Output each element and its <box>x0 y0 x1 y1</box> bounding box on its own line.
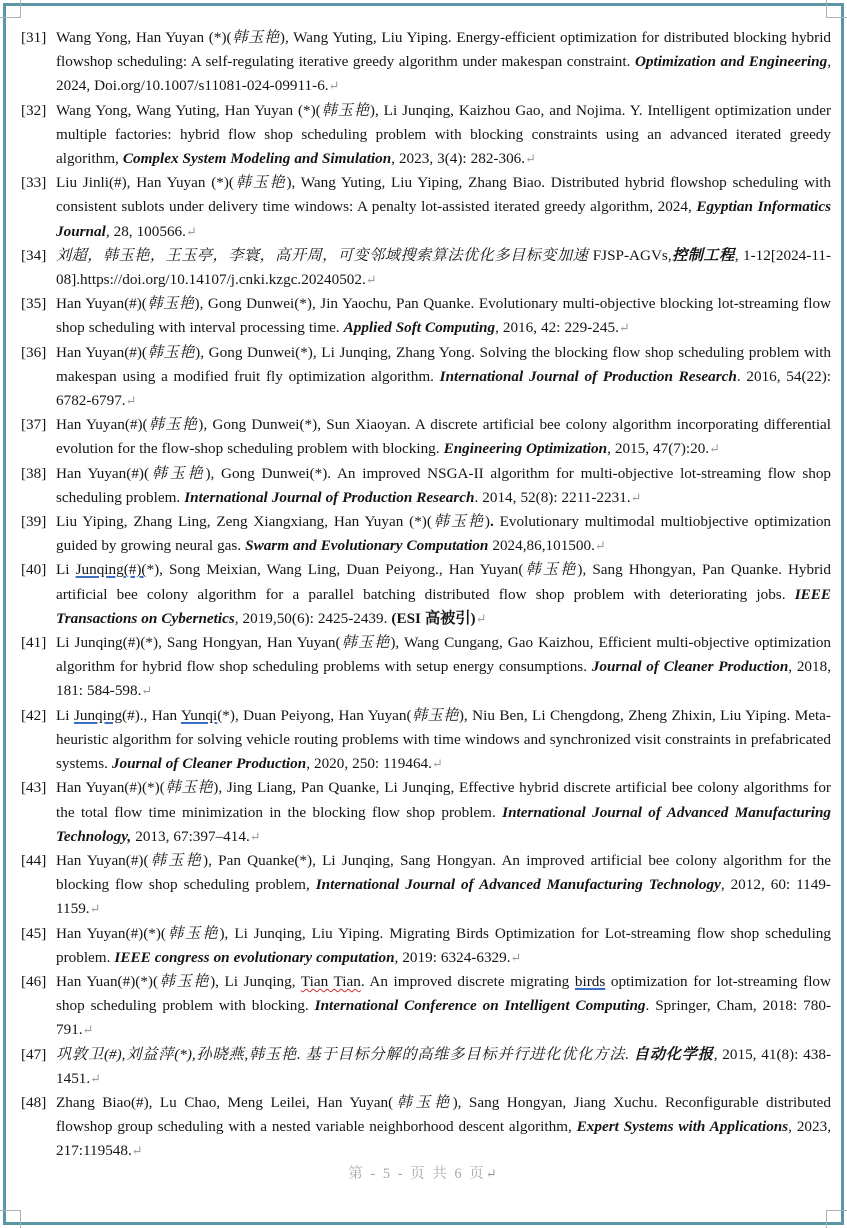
paragraph-mark-icon: ↵ <box>131 1143 143 1159</box>
reference-text-run: Journal of Cleaner Production <box>591 658 789 676</box>
margin-corner-mark-top-right <box>826 0 847 18</box>
reference-text-run: Complex System Modeling and Simulation <box>122 150 392 168</box>
reference-text-run: Swarm and Evolutionary Computation <box>245 537 489 555</box>
reference-item <box>21 99 831 172</box>
paragraph-mark-icon: ↵ <box>89 901 101 917</box>
reference-text-run: ) <box>484 513 490 531</box>
reference-text-run: 韩玉艳 <box>146 343 196 361</box>
reference-text-run: , 2020, 250: 119464. <box>306 755 432 773</box>
reference-text-run: 韩玉艳 <box>523 561 578 579</box>
reference-text-run: 2024,86,101500. <box>488 537 595 555</box>
reference-text-run: 韩玉艳 <box>148 851 204 869</box>
margin-corner-mark-bottom-left <box>0 1210 21 1228</box>
reference-item <box>21 171 831 244</box>
reference-number: [46] <box>21 972 47 990</box>
reference-text-run: birds <box>574 972 606 990</box>
reference-text-run: IEEE Transactions on Cybernetics <box>56 585 831 627</box>
reference-text-run: optimization for lot-streaming flow shop scheduling problem with blocking. <box>56 972 831 1015</box>
paragraph-mark-icon: ↵ <box>82 1022 94 1038</box>
reference-text-run: Han Yuyan(#)(*)( <box>56 924 166 942</box>
paragraph-mark-icon: ↵ <box>594 538 606 554</box>
reference-number: [42] <box>21 706 47 724</box>
reference-number: [33] <box>21 174 47 192</box>
reference-number: [41] <box>21 634 47 652</box>
reference-text-run: Expert Systems with Applications <box>576 1118 789 1136</box>
paragraph-mark-icon: ↵ <box>185 223 197 239</box>
reference-number: [36] <box>21 343 47 361</box>
reference-text-run: ), Niu Ben, Li Chengdong, Zheng Zhixin, Liu Yiping. Meta-heuristic algorithm for solving vehicle routing problems with time windows and synchronized visit constraints in prefabricated systems. <box>56 706 831 773</box>
paragraph-mark-icon: ↵ <box>525 151 536 167</box>
reference-text-run: 韩玉艳 <box>320 101 370 119</box>
reference-text-run: , 2023, 3(4): 282-306. <box>391 150 526 168</box>
reference-text-run: Tian Tian <box>300 972 361 990</box>
reference-text-run: , 2012, 60: 1149-1159. <box>56 876 831 918</box>
reference-text-run: International Journal of Production Research <box>439 367 737 385</box>
reference-item <box>21 462 831 510</box>
reference-text-run: , 1-12[2024-11-08].https://doi.org/10.14107/j.cnki.kzgc.20240502. <box>56 246 832 289</box>
reference-text-run: 韩玉艳 <box>340 634 391 652</box>
paragraph-mark-icon: ↵ <box>431 756 443 772</box>
reference-text-run: 韩玉艳 <box>158 972 211 990</box>
reference-text-run: Liu Jinli(#), Han Yuyan (*)( <box>56 174 234 192</box>
paragraph-mark-icon: ↵ <box>709 441 721 457</box>
reference-number: [34] <box>21 246 47 264</box>
reference-text-run: 控制工程 <box>671 246 735 264</box>
reference-text-run: FJSP-AGVs, <box>592 246 672 264</box>
paragraph-mark-icon: ↵ <box>365 272 377 288</box>
reference-text-run: ), Gong Dunwei(*), Sun Xiaoyan. A discrete artificial bee colony algorithm incorporating differential evolution for the flow-shop scheduling problem with blocking. <box>56 416 832 458</box>
reference-item <box>21 849 831 922</box>
reference-text-run: IEEE congress on evolutionary computation <box>114 948 395 966</box>
reference-text-run: Li Junqing(#)(*), Sang Hongyan, Han Yuyan( <box>56 634 341 652</box>
reference-text-run: , 28, 100566. <box>105 222 186 240</box>
reference-text-run: Optimization and Engineering <box>634 53 828 71</box>
reference-item <box>21 776 831 849</box>
reference-text-run: (ESI 高被引) <box>391 609 476 627</box>
reference-text-run: , 2023, 217:119548. <box>56 1118 831 1160</box>
paragraph-mark-icon: ↵ <box>475 610 487 626</box>
reference-item <box>21 1091 831 1164</box>
reference-text-run: 韩玉艳 <box>233 174 287 192</box>
reference-text-run: ), Wang Yuting, Liu Yiping. Energy-efficient optimization for distributed blocking hybrid flowshop scheduling: A self-regulating iterative greedy algorithm under makespan constraint. <box>56 29 832 71</box>
reference-text-run: ), Gong Dunwei(*), Li Junqing, Zhang Yong. Solving the blocking flow shop scheduling problem with makespan using a modified fruit fly optimization algorithm. <box>56 343 832 385</box>
reference-text-run: 自动化学报 <box>633 1045 714 1063</box>
paragraph-mark-icon: ↵ <box>125 393 137 409</box>
reference-text-run: . Springer, Cham, 2018: 780-791. <box>56 997 831 1039</box>
reference-item <box>21 341 831 414</box>
reference-text-run: ), Li Junqing, <box>210 972 301 990</box>
reference-text-run: Han Yuyan(#)( <box>56 295 147 313</box>
reference-text-run: ), Wang Yuting, Liu Yiping, Zhang Biao. Distributed hybrid flowshop scheduling with consistent sublots under delivery time windows: A penalty lot-assisted iterated greedy algorithm, 2024, <box>56 174 832 216</box>
paragraph-mark-icon: ↵ <box>510 949 522 965</box>
reference-text-run: Han Yuan(#)(*)( <box>56 972 159 990</box>
reference-text-run: 韩玉艳 <box>411 706 459 724</box>
reference-text-run: 巩敦卫(#),刘益萍(*),孙晓燕,韩玉艳. 基于目标分解的高维多目标并行进化优化方法. <box>56 1045 634 1063</box>
reference-text-run: , 2019,50(6): 2425-2439. <box>234 609 392 627</box>
margin-corner-mark-top-left <box>0 0 21 18</box>
reference-text-run: *), Song Meixian, Wang Ling, Duan Peiyong., Han Yuyan( <box>146 561 524 579</box>
reference-text-run: 韩玉艳 <box>231 29 280 46</box>
reference-text-run: Han Yuyan(#)( <box>56 464 150 482</box>
reference-text-run: Junqing <box>73 706 123 724</box>
reference-number: [38] <box>21 464 47 482</box>
reference-text-run: ), Pan Quanke(*), Li Junqing, Sang Hongyan. An improved artificial bee colony algorithm for the blocking flow shop scheduling problem, <box>56 851 831 894</box>
reference-number: [43] <box>21 779 47 797</box>
reference-text-run: , 2024, Doi.org/10.1007/s11081-024-09911-6. <box>56 53 831 95</box>
reference-text-run: Han Yuyan(#)(*)( <box>56 779 165 797</box>
reference-text-run: Wang Yong, Wang Yuting, Han Yuyan (*)( <box>56 101 321 119</box>
reference-number: [48] <box>21 1093 47 1111</box>
reference-text-run: Yunqi <box>180 706 218 724</box>
reference-text-run: Liu Yiping, Zhang Ling, Zeng Xiangxiang, Han Yuyan (*)( <box>56 513 432 531</box>
reference-number: [37] <box>21 416 47 434</box>
margin-corner-mark-bottom-right <box>826 1210 847 1228</box>
reference-item <box>21 413 831 461</box>
reference-text-run: 韩玉艳 <box>147 416 199 434</box>
reference-text-run: ), Sang Hhongyan, Pan Quanke. Hybrid artificial bee colony algorithm for a parallel batching distributed flow shop problem with deteriorating jobs. <box>56 561 831 603</box>
reference-text-run: ), Gong Dunwei(*). An improved NSGA-II algorithm for multi-objective lot-streaming flow shop scheduling problem. <box>56 464 832 506</box>
reference-item <box>21 292 831 340</box>
reference-item <box>21 970 831 1043</box>
reference-text-run: ), Gong Dunwei(*), Jin Yaochu, Pan Quanke. Evolutionary multi-objective blocking lot-streaming flow shop scheduling with interval processing time. <box>56 295 832 337</box>
page-footer <box>0 1162 847 1183</box>
reference-text-run: . 2016, 54(22): 6782-6797. <box>56 367 831 410</box>
reference-text-run: . <box>489 513 494 531</box>
reference-text-run: International Journal of Advanced Manufacturing Technology, <box>56 803 831 845</box>
reference-text-run: 韩玉艳 <box>149 464 206 482</box>
reference-item <box>21 510 831 558</box>
reference-text-run: Applied Soft Computing <box>343 319 496 337</box>
reference-number: [39] <box>21 513 47 531</box>
reference-number: [45] <box>21 924 47 942</box>
reference-item <box>21 1043 831 1091</box>
reference-text-run: Junqing(#)( <box>75 561 147 579</box>
reference-text-run: International Journal of Production Research <box>184 488 475 506</box>
reference-text-run: . An improved discrete migrating <box>360 972 575 990</box>
reference-item <box>21 704 831 777</box>
reference-item <box>21 558 831 631</box>
reference-text-run: ), Li Junqing, Kaizhou Gao, and Nojima. Y. Intelligent optimization under multiple factories: hybrid flow shop scheduling problem with blocking constraints using an advanced iterated greedy algorithm, <box>56 101 832 168</box>
reference-text-run: Li <box>56 561 76 579</box>
reference-text-run: , 2016, 42: 229-245. <box>495 319 619 337</box>
paragraph-mark-icon: ↵ <box>485 1166 499 1181</box>
reference-number: [40] <box>21 561 47 579</box>
reference-text-run: 韩玉艳 <box>431 513 485 531</box>
reference-text-run: 2013, 67:397–414. <box>131 827 250 845</box>
reference-text-run: International Conference on Intelligent Computing <box>314 997 646 1015</box>
reference-text-run: 刘超，韩玉艳，王玉亭，李寰，高开周，可变邻域搜索算法优化多目标变加速 <box>56 246 593 264</box>
paragraph-mark-icon: ↵ <box>328 78 340 94</box>
paragraph-mark-icon: ↵ <box>618 320 630 336</box>
paragraph-mark-icon: ↵ <box>90 1070 102 1086</box>
reference-text-run: Han Yuyan(#)( <box>56 416 148 434</box>
reference-text-run: , 2019: 6324-6329. <box>394 948 511 966</box>
reference-text-run: . 2014, 52(8): 2211-2231. <box>474 488 631 506</box>
paragraph-mark-icon: ↵ <box>630 489 642 505</box>
reference-text-run: Wang Yong, Han Yuyan (*)( <box>56 29 232 46</box>
reference-item <box>21 631 831 704</box>
reference-text-run: Li <box>56 706 74 724</box>
reference-text-run: 韩玉艳 <box>393 1093 453 1111</box>
reference-number: [35] <box>21 295 47 313</box>
reference-text-run: International Journal of Advanced Manufacturing Technology <box>315 876 721 894</box>
reference-text-run: (#)., Han <box>122 706 181 724</box>
paragraph-mark-icon: ↵ <box>141 683 153 699</box>
reference-text-run: ), Jing Liang, Pan Quanke, Li Junqing, Effective hybrid discrete artificial bee colony algorithms for the total flow time minimization in the blocking flow shop problem. <box>56 779 831 821</box>
paragraph-mark-icon: ↵ <box>249 828 261 844</box>
reference-text-run: ), Wang Cungang, Gao Kaizhou, Efficient multi-objective optimization algorithm for hybrid flow shop scheduling problems with setup energy consumptions. <box>56 634 832 676</box>
reference-text-run: Egyptian Informatics Journal <box>56 198 831 240</box>
reference-number: [44] <box>21 851 47 869</box>
reference-text-run: , 2015, 47(7):20. <box>607 440 710 458</box>
reference-text-run: , 2015, 41(8): 438-1451. <box>56 1045 832 1087</box>
reference-text-run: 韩玉艳 <box>146 295 195 313</box>
reference-number: [32] <box>21 101 47 119</box>
reference-list <box>21 26 831 1164</box>
reference-number: [31] <box>21 29 47 46</box>
reference-text-run: ), Sang Hongyan, Jiang Xuchu. Reconfigurable distributed flowshop group scheduling with a nested variable neighborhood descent algorithm, <box>56 1093 831 1136</box>
reference-text-run: , 2018, 181: 584-598. <box>56 658 831 700</box>
reference-text-run: Han Yuyan(#)( <box>56 851 149 869</box>
reference-text-run: (*), Duan Peiyong, Han Yuyan( <box>217 706 412 724</box>
reference-item <box>21 922 831 970</box>
reference-text-run: Journal of Cleaner Production <box>111 755 307 773</box>
reference-text-run: 韩玉艳 <box>166 924 220 942</box>
reference-text-run: Zhang Biao(#), Lu Chao, Meng Leilei, Han Yuyan( <box>56 1093 394 1111</box>
reference-text-run: Engineering Optimization <box>443 440 608 458</box>
reference-text-run: Han Yuyan(#)( <box>56 343 147 361</box>
reference-text-run: Evolutionary multimodal multiobjective optimization guided by growing neural gas. <box>56 513 832 555</box>
reference-text-run: 韩玉艳 <box>164 779 214 797</box>
reference-number: [47] <box>21 1045 47 1063</box>
reference-text-run: ), Li Junqing, Liu Yiping. Migrating Birds Optimization for Lot-streaming flow shop scheduling problem. <box>56 924 831 966</box>
reference-item <box>21 26 831 99</box>
reference-item <box>21 244 831 292</box>
page-number-text: 第 - 5 - 页 共 6 页 <box>348 1166 486 1182</box>
